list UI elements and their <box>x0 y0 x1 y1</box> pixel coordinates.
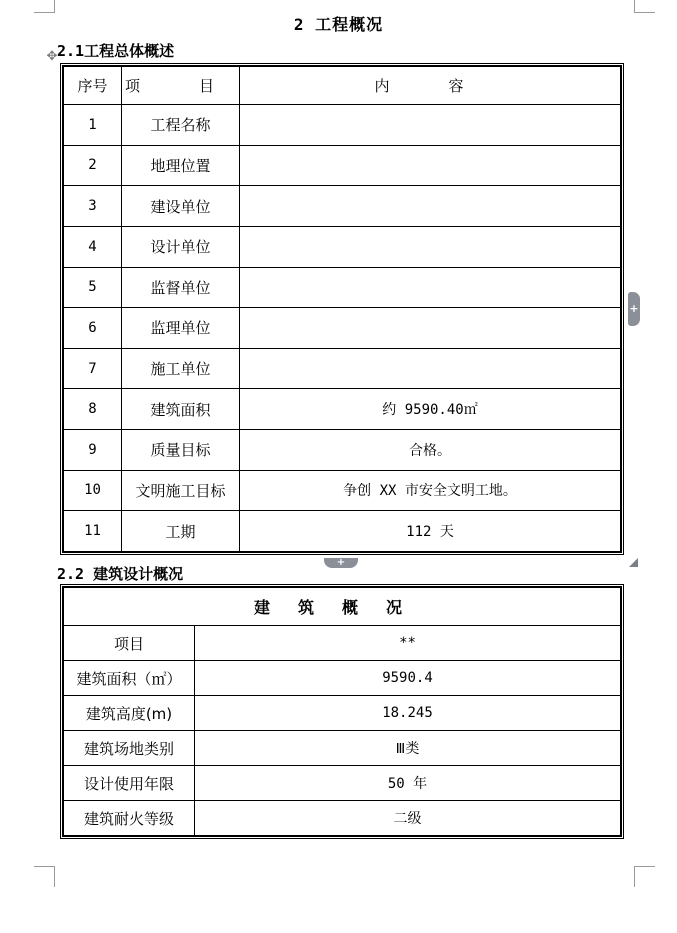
table-row <box>64 626 621 661</box>
row-value[interactable] <box>240 145 621 186</box>
table-row <box>64 267 621 308</box>
row-item: 质量目标 <box>122 430 240 471</box>
table-header-row <box>64 67 621 105</box>
row-item: 建筑面积 <box>122 389 240 430</box>
table-row <box>64 801 621 836</box>
table-row <box>64 226 621 267</box>
row-no: 11 <box>64 511 122 552</box>
row-no: 8 <box>64 389 122 430</box>
row-item: 设计单位 <box>122 226 240 267</box>
row-value[interactable]: 约 9590.40㎡ <box>240 389 621 430</box>
table-title: 建筑概况 <box>64 588 621 626</box>
row-value[interactable]: 合格。 <box>240 430 621 471</box>
row-no: 9 <box>64 430 122 471</box>
table-row <box>64 430 621 471</box>
table-row <box>64 348 621 389</box>
table-row <box>64 105 621 146</box>
table-title-row <box>64 588 621 626</box>
row-label: 项目 <box>64 626 195 661</box>
row-value[interactable]: ** <box>195 626 621 661</box>
table-row <box>64 389 621 430</box>
row-label: 建筑耐火等级 <box>64 801 195 836</box>
row-item: 地理位置 <box>122 145 240 186</box>
table-row <box>64 145 621 186</box>
row-label: 建筑场地类别 <box>64 731 195 766</box>
row-item: 施工单位 <box>122 348 240 389</box>
row-item: 工程名称 <box>122 105 240 146</box>
table-resize-corner-icon[interactable] <box>629 558 638 567</box>
section-heading-building-design: 2.2 建筑设计概况 <box>57 565 184 583</box>
table-row <box>64 766 621 801</box>
row-no: 3 <box>64 186 122 227</box>
row-value[interactable]: 18.245 <box>195 696 621 731</box>
row-value[interactable] <box>240 308 621 349</box>
header-item: 项 目 <box>122 67 240 105</box>
row-item: 建设单位 <box>122 186 240 227</box>
row-no: 5 <box>64 267 122 308</box>
row-value[interactable]: 二级 <box>195 801 621 836</box>
row-value[interactable] <box>240 186 621 227</box>
table-row <box>64 696 621 731</box>
row-no: 4 <box>64 226 122 267</box>
table-row <box>64 731 621 766</box>
row-no: 10 <box>64 470 122 511</box>
row-value[interactable]: Ⅲ类 <box>195 731 621 766</box>
row-item: 监督单位 <box>122 267 240 308</box>
project-overview-table <box>60 63 624 555</box>
row-label: 建筑高度(m) <box>64 696 195 731</box>
row-label: 设计使用年限 <box>64 766 195 801</box>
row-item: 工期 <box>122 511 240 552</box>
page-corner-mark-bottom-right <box>634 866 655 887</box>
row-no: 7 <box>64 348 122 389</box>
section-heading-overview: 2.1工程总体概述 <box>57 42 175 60</box>
table-row <box>64 511 621 552</box>
table-row <box>64 308 621 349</box>
row-value[interactable] <box>240 226 621 267</box>
table-row <box>64 470 621 511</box>
page-title: 2 工程概况 <box>293 15 384 34</box>
row-value[interactable]: 9590.4 <box>195 661 621 696</box>
building-overview-table <box>60 584 624 839</box>
header-no: 序号 <box>64 67 122 105</box>
row-no: 6 <box>64 308 122 349</box>
header-content: 内 容 <box>240 67 621 105</box>
row-value[interactable] <box>240 267 621 308</box>
add-row-plus-icon[interactable]: + <box>324 558 358 568</box>
column-resize-plus-icon[interactable]: + <box>628 292 640 326</box>
row-value[interactable]: 50 年 <box>195 766 621 801</box>
row-value[interactable]: 争创 XX 市安全文明工地。 <box>240 470 621 511</box>
row-label: 建筑面积（㎡） <box>64 661 195 696</box>
row-value[interactable] <box>240 105 621 146</box>
table-move-handle-icon[interactable]: ✥ <box>46 49 58 64</box>
row-value[interactable]: 112 天 <box>240 511 621 552</box>
row-no: 1 <box>64 105 122 146</box>
row-item: 监理单位 <box>122 308 240 349</box>
row-item: 文明施工目标 <box>122 470 240 511</box>
page-corner-mark-bottom-left <box>34 866 55 887</box>
row-value[interactable] <box>240 348 621 389</box>
row-no: 2 <box>64 145 122 186</box>
table-row <box>64 661 621 696</box>
table-row <box>64 186 621 227</box>
